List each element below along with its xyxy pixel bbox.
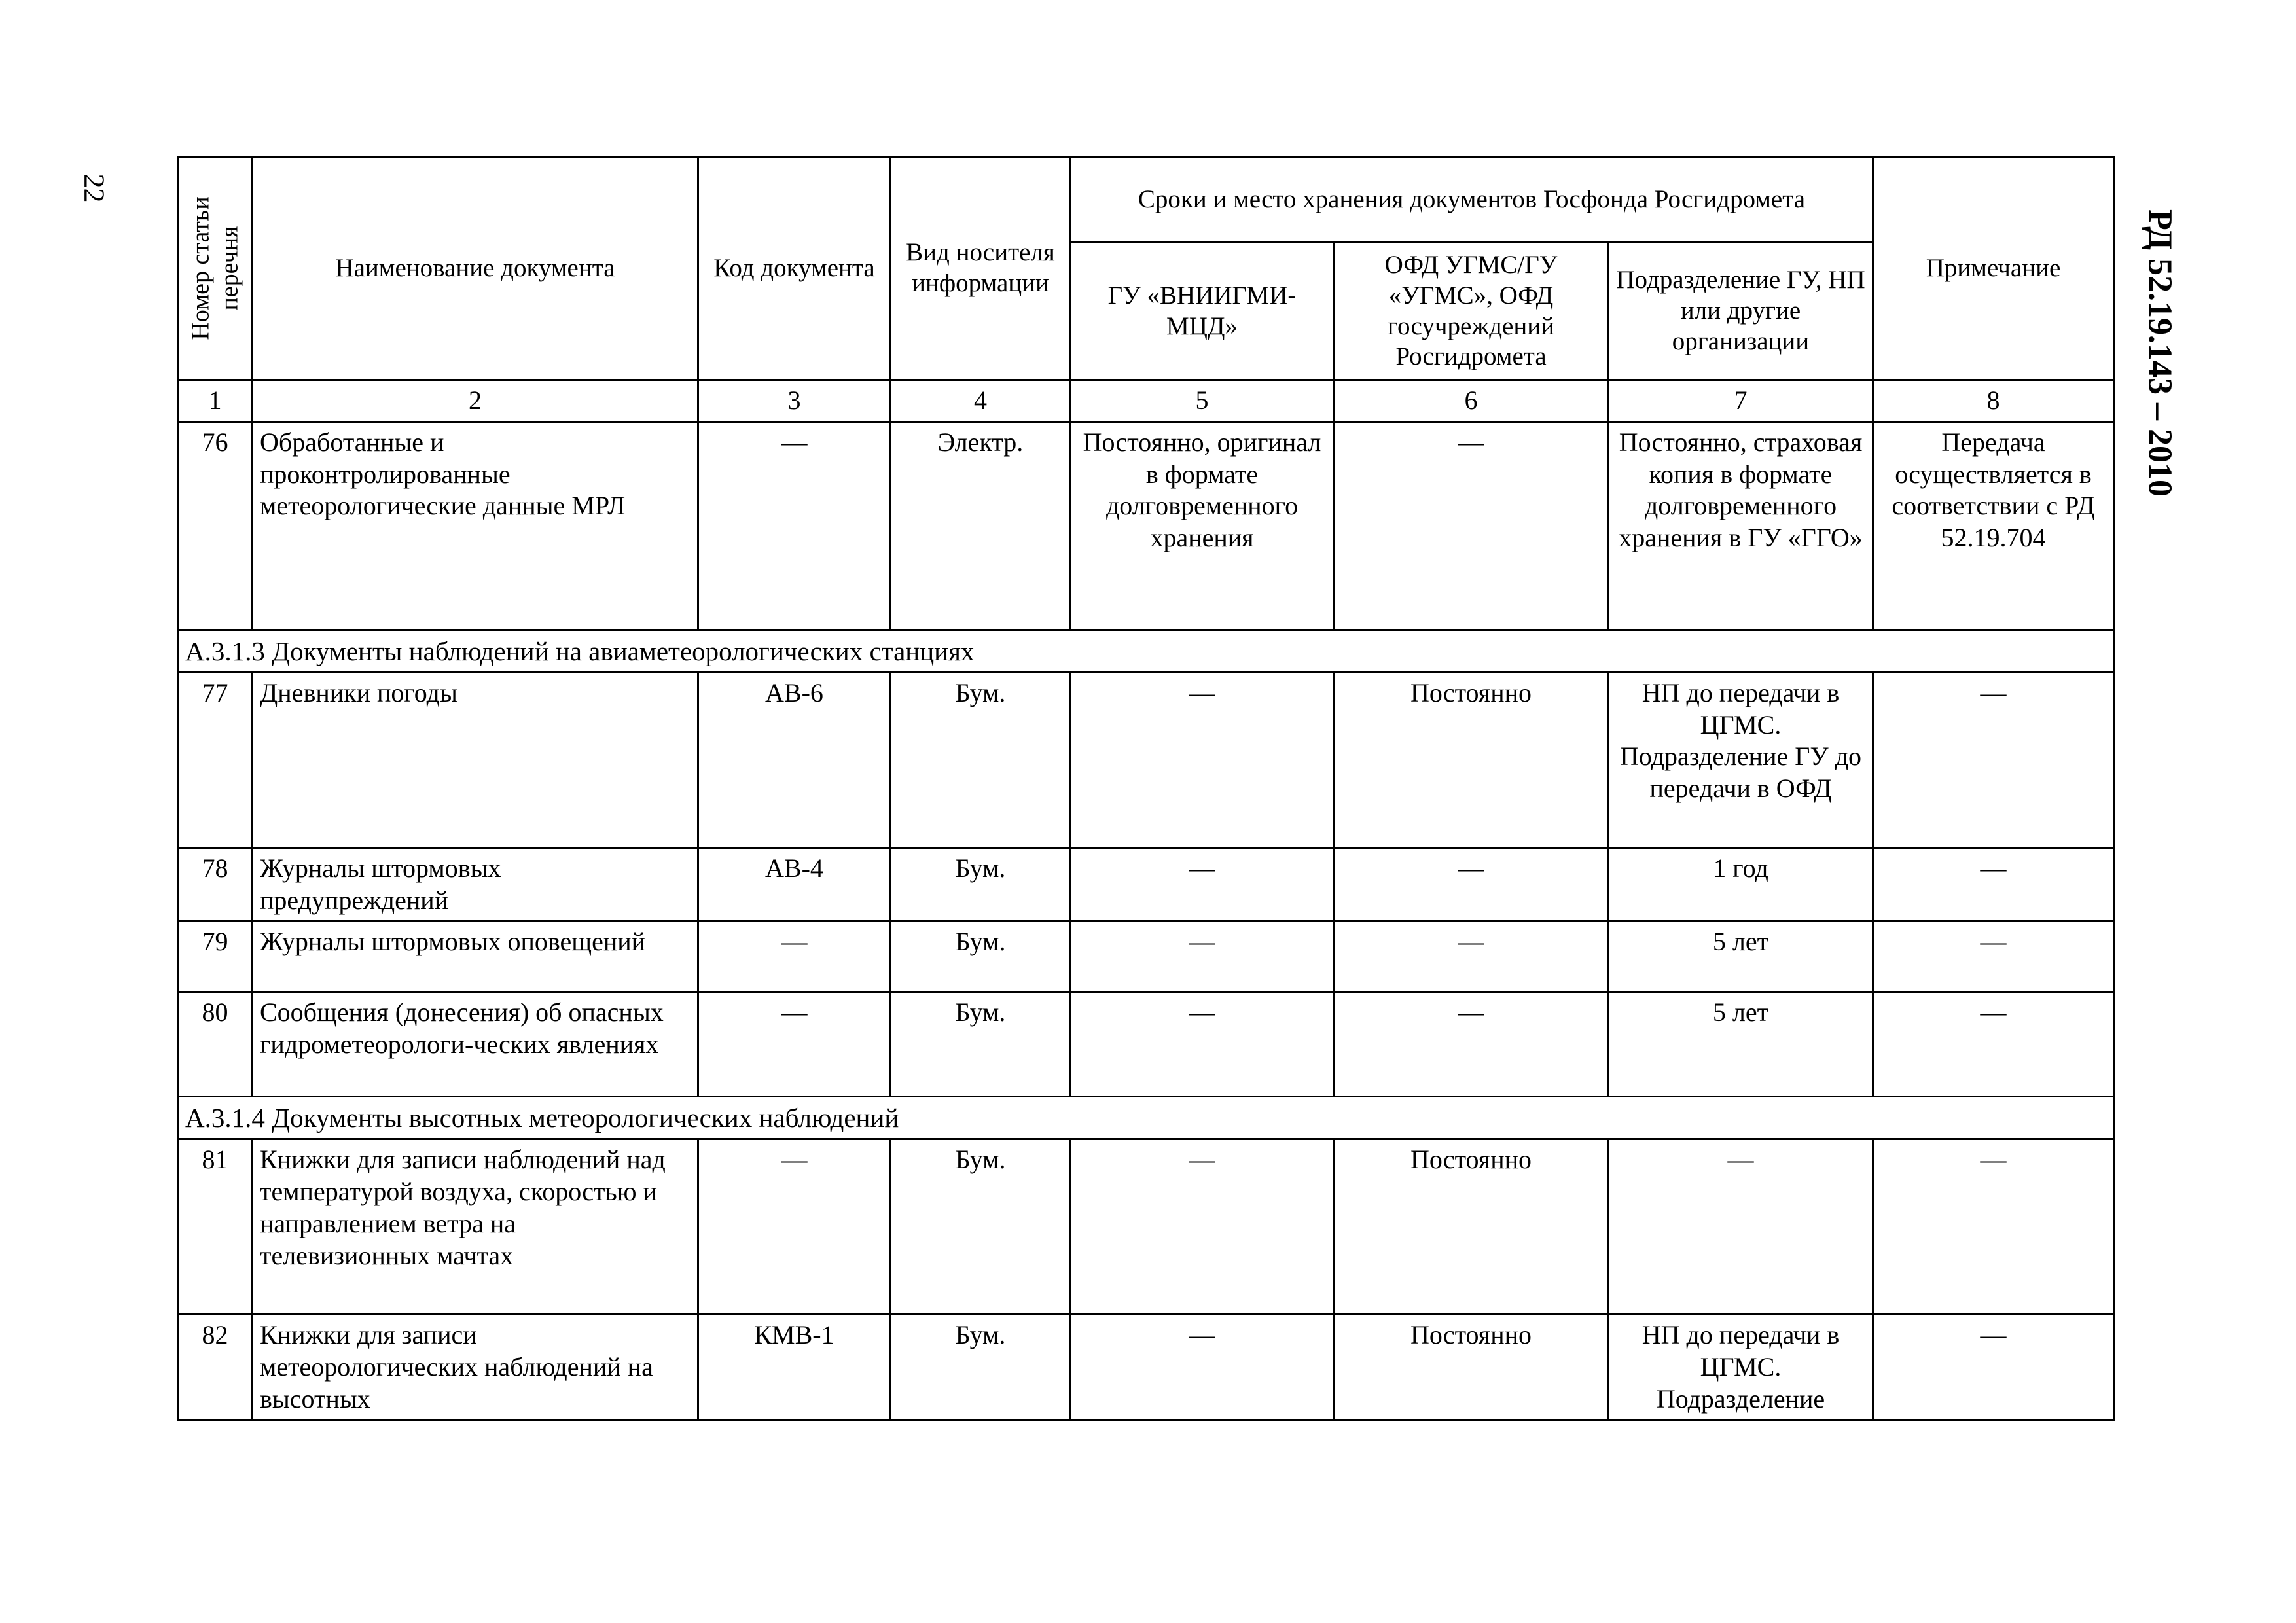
column-number: 6 bbox=[1334, 380, 1609, 422]
header-article-number bbox=[178, 157, 253, 380]
row-code: КМВ-1 bbox=[698, 1315, 891, 1420]
row-division: 5 лет bbox=[1609, 921, 1873, 992]
column-numbers-row bbox=[178, 380, 2114, 422]
table-row bbox=[178, 921, 2114, 992]
row-ofd: — bbox=[1334, 421, 1609, 630]
header-document-name: Наименование документа bbox=[253, 157, 698, 380]
row-vniigmi: — bbox=[1071, 992, 1334, 1097]
column-number: 7 bbox=[1609, 380, 1873, 422]
row-media: Бум. bbox=[891, 992, 1071, 1097]
header-document-code: Код документа bbox=[698, 157, 891, 380]
row-number: 80 bbox=[178, 992, 253, 1097]
row-division: 5 лет bbox=[1609, 992, 1873, 1097]
records-table bbox=[177, 156, 2115, 1421]
header-ofd: ОФД УГМС/ГУ «УГМС», ОФД госучреждений Росгидромета bbox=[1334, 243, 1609, 380]
header-note: Примечание bbox=[1873, 157, 2114, 380]
row-division: Постоянно, страховая копия в формате долговременного хранения в ГУ «ГГО» bbox=[1609, 421, 1873, 630]
row-number: 78 bbox=[178, 847, 253, 921]
row-ofd: Постоянно bbox=[1334, 1315, 1609, 1420]
column-number: 3 bbox=[698, 380, 891, 422]
row-media: Бум. bbox=[891, 1139, 1071, 1315]
row-number: 79 bbox=[178, 921, 253, 992]
row-note: Передача осуществляется в соответствии с РД 52.19.704 bbox=[1873, 421, 2114, 630]
table-row bbox=[178, 1315, 2114, 1420]
row-media: Электр. bbox=[891, 421, 1071, 630]
header-media-type: Вид носителя информации bbox=[891, 157, 1071, 380]
column-number: 2 bbox=[253, 380, 698, 422]
row-media: Бум. bbox=[891, 1315, 1071, 1420]
section-header-row bbox=[178, 1097, 2114, 1139]
row-vniigmi: — bbox=[1071, 1315, 1334, 1420]
row-ofd: — bbox=[1334, 992, 1609, 1097]
row-number: 77 bbox=[178, 672, 253, 847]
row-code: — bbox=[698, 992, 891, 1097]
row-media: Бум. bbox=[891, 921, 1071, 992]
table-row bbox=[178, 1139, 2114, 1315]
header-row-1 bbox=[178, 157, 2114, 243]
row-code: — bbox=[698, 1139, 891, 1315]
row-division: 1 год bbox=[1609, 847, 1873, 921]
row-vniigmi: — bbox=[1071, 921, 1334, 992]
row-document-name: Книжки для записи метеорологических наблюдений на высотных bbox=[253, 1315, 698, 1420]
column-number: 8 bbox=[1873, 380, 2114, 422]
row-division: НП до передачи в ЦГМС. Подразделение ГУ до передачи в ОФД bbox=[1609, 672, 1873, 847]
row-document-name: Обработанные и проконтролированные метеорологические данные МРЛ bbox=[253, 421, 698, 630]
row-note: — bbox=[1873, 1315, 2114, 1420]
row-code: АВ-4 bbox=[698, 847, 891, 921]
row-code: — bbox=[698, 921, 891, 992]
page-number: 22 bbox=[78, 173, 111, 203]
row-division: НП до передачи в ЦГМС. Подразделение bbox=[1609, 1315, 1873, 1420]
row-number: 76 bbox=[178, 421, 253, 630]
section-title-a314: А.3.1.4 Документы высотных метеорологических наблюдений bbox=[178, 1097, 2114, 1139]
row-note: — bbox=[1873, 1139, 2114, 1315]
row-code: — bbox=[698, 421, 891, 630]
row-number: 82 bbox=[178, 1315, 253, 1420]
row-document-name: Журналы штормовых оповещений bbox=[253, 921, 698, 992]
column-number: 5 bbox=[1071, 380, 1334, 422]
row-note: — bbox=[1873, 992, 2114, 1097]
header-division: Подразделение ГУ, НП или другие организации bbox=[1609, 243, 1873, 380]
row-code: АВ-6 bbox=[698, 672, 891, 847]
table-row bbox=[178, 672, 2114, 847]
document-code-text: РД 52.19.143 – 2010 bbox=[2141, 209, 2179, 497]
row-document-name: Журналы штормовых предупреждений bbox=[253, 847, 698, 921]
table-row bbox=[178, 847, 2114, 921]
row-ofd: — bbox=[1334, 847, 1609, 921]
row-number: 81 bbox=[178, 1139, 253, 1315]
row-vniigmi: — bbox=[1071, 1139, 1334, 1315]
section-title-a313: А.3.1.3 Документы наблюдений на авиаметеорологических станциях bbox=[178, 630, 2114, 672]
row-document-name: Книжки для записи наблюдений над температурой воздуха, скоростью и направлением ветра на телевизионных мачтах bbox=[253, 1139, 698, 1315]
row-division: — bbox=[1609, 1139, 1873, 1315]
table-row bbox=[178, 992, 2114, 1097]
row-note: — bbox=[1873, 921, 2114, 992]
header-vniigmi: ГУ «ВНИИГМИ-МЦД» bbox=[1071, 243, 1334, 380]
header-storage-group: Сроки и место хранения документов Госфонда Росгидромета bbox=[1071, 157, 1873, 243]
row-vniigmi: — bbox=[1071, 672, 1334, 847]
section-header-row bbox=[178, 630, 2114, 672]
row-note: — bbox=[1873, 847, 2114, 921]
row-ofd: Постоянно bbox=[1334, 672, 1609, 847]
row-media: Бум. bbox=[891, 672, 1071, 847]
row-document-name: Сообщения (донесения) об опасных гидрометеорологи-ческих явлениях bbox=[253, 992, 698, 1097]
column-number: 1 bbox=[178, 380, 253, 422]
row-media: Бум. bbox=[891, 847, 1071, 921]
row-ofd: Постоянно bbox=[1334, 1139, 1609, 1315]
row-note: — bbox=[1873, 672, 2114, 847]
row-vniigmi: Постоянно, оригинал в формате долговременного хранения bbox=[1071, 421, 1334, 630]
row-vniigmi: — bbox=[1071, 847, 1334, 921]
table-row bbox=[178, 421, 2114, 630]
row-ofd: — bbox=[1334, 921, 1609, 992]
header-article-number-text: Номер статьи перечня bbox=[186, 196, 243, 340]
column-number: 4 bbox=[891, 380, 1071, 422]
row-document-name: Дневники погоды bbox=[253, 672, 698, 847]
